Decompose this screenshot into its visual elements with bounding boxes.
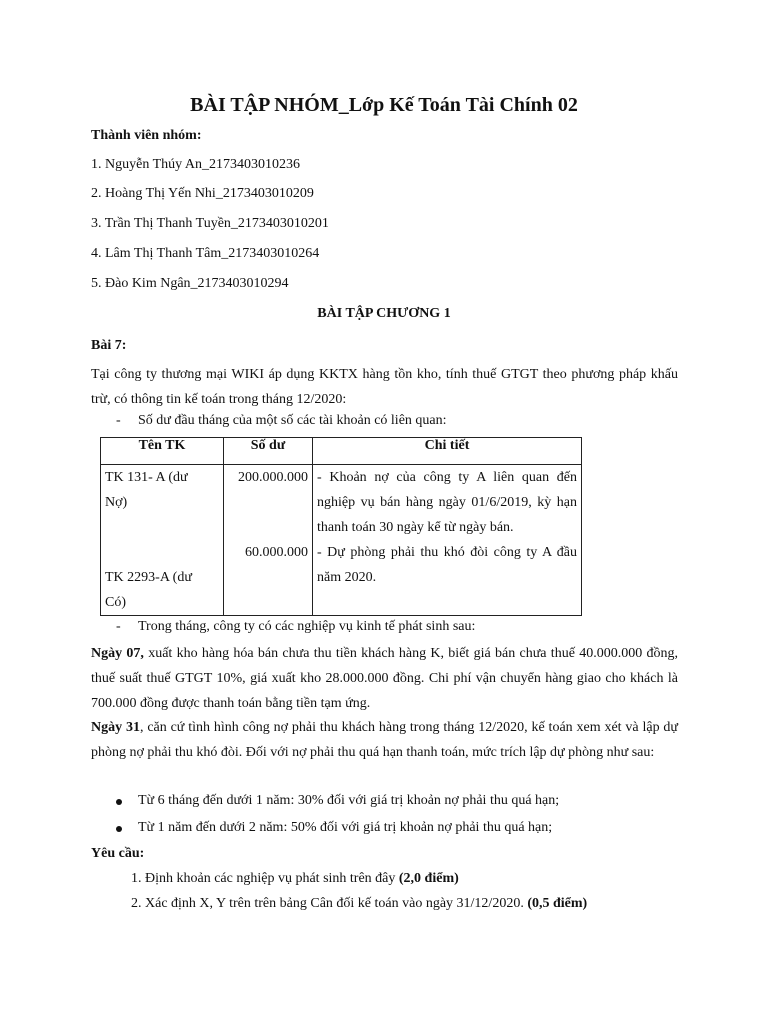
account-balance-table (100, 437, 582, 616)
table-header: Tên TK (101, 438, 224, 465)
bullet-dot (116, 826, 122, 832)
document-title: BÀI TẬP NHÓM_Lớp Kế Toán Tài Chính 02 (190, 94, 578, 116)
balance-value: 60.000.000 (245, 545, 308, 560)
day07-text: xuất kho hàng hóa bán chưa thu tiền khách hàng K, biết giá bán chưa thuế 40.000.000 đồng, thuế suất thuế GTGT 10%, giá xuất kho 28.000.000 đồng. Chi phí vận chuyển hàng giao cho khách là 700.000 đồng được thanh toán bằng tiền tạm ứng. (91, 646, 678, 711)
member-item: 4. Lâm Thị Thanh Tâm_2173403010264 (91, 246, 320, 261)
dash-item-text: Trong tháng, công ty có các nghiệp vụ kinh tế phát sinh sau: (138, 619, 476, 634)
day07-label: Ngày 07, (91, 646, 144, 661)
requirement-points: (2,0 điểm) (398, 871, 459, 886)
bullet-dot (116, 799, 122, 805)
bullet-text: Từ 6 tháng đến dưới 1 năm: 30% đối với giá trị khoản nợ phải thu quá hạn; (138, 793, 560, 808)
day31-label: Ngày 31 (91, 720, 140, 735)
member-item: 3. Trần Thị Thanh Tuyền_2173403010201 (91, 216, 329, 231)
day31-text: , căn cứ tình hình công nợ phải thu khách hàng trong tháng 12/2020, kế toán xem xét và lập dự phòng nợ phải thu khó đòi. Đối với nợ phải thu quá hạn thanh toán, mức trích lập dự phòng như sau: (91, 720, 678, 760)
table-header-row (101, 438, 582, 465)
requirement-item (131, 871, 459, 887)
table-header: Chi tiết (313, 438, 582, 465)
chapter-title: BÀI TẬP CHƯƠNG 1 (317, 306, 451, 321)
detail-cell (313, 465, 582, 616)
balance-cell (224, 465, 313, 616)
member-item: 1. Nguyễn Thúy An_2173403010236 (91, 157, 300, 172)
detail-text: - Khoản nợ của công ty A liên quan đến nghiệp vụ bán hàng ngày 01/6/2019, kỳ hạn thanh toán 30 ngày kể từ ngày bán. (317, 470, 577, 535)
exercise-label: Bài 7: (91, 338, 127, 353)
table-row (101, 465, 582, 616)
requirement-points: (0,5 điểm) (527, 896, 588, 911)
member-item: 2. Hoàng Thị Yến Nhi_2173403010209 (91, 186, 314, 201)
member-item: 5. Đào Kim Ngân_2173403010294 (91, 276, 289, 291)
dash-mark: - (116, 619, 121, 634)
account-name: TK 2293-A (dư Có) (105, 570, 192, 610)
requirement-item (131, 896, 587, 912)
account-cell (101, 465, 224, 616)
detail-text: - Dự phòng phải thu khó đòi công ty A đầu năm 2020. (317, 545, 577, 585)
members-label: Thành viên nhóm: (91, 128, 202, 143)
dash-mark: - (116, 413, 121, 428)
day07-paragraph (91, 641, 678, 716)
intro-paragraph: Tại công ty thương mại WIKI áp dụng KKTX hàng tồn kho, tính thuế GTGT theo phương pháp khấu trừ, có thông tin kế toán trong tháng 12/2020: (91, 367, 678, 407)
bullet-text: Từ 1 năm đến dưới 2 năm: 50% đối với giá trị khoản nợ phải thu quá hạn; (138, 820, 553, 835)
requirements-label: Yêu cầu: (91, 846, 145, 861)
table-header: Số dư (224, 438, 313, 465)
balance-value: 200.000.000 (238, 470, 308, 485)
account-name: TK 131- A (dư Nợ) (105, 470, 188, 510)
requirement-text: 2. Xác định X, Y trên trên bảng Cân đối kế toán vào ngày 31/12/2020. (131, 896, 528, 911)
dash-item-text: Số dư đầu tháng của một số các tài khoản có liên quan: (138, 413, 447, 428)
requirement-text: 1. Định khoản các nghiệp vụ phát sinh trên đây (131, 871, 399, 886)
day31-paragraph (91, 715, 678, 765)
